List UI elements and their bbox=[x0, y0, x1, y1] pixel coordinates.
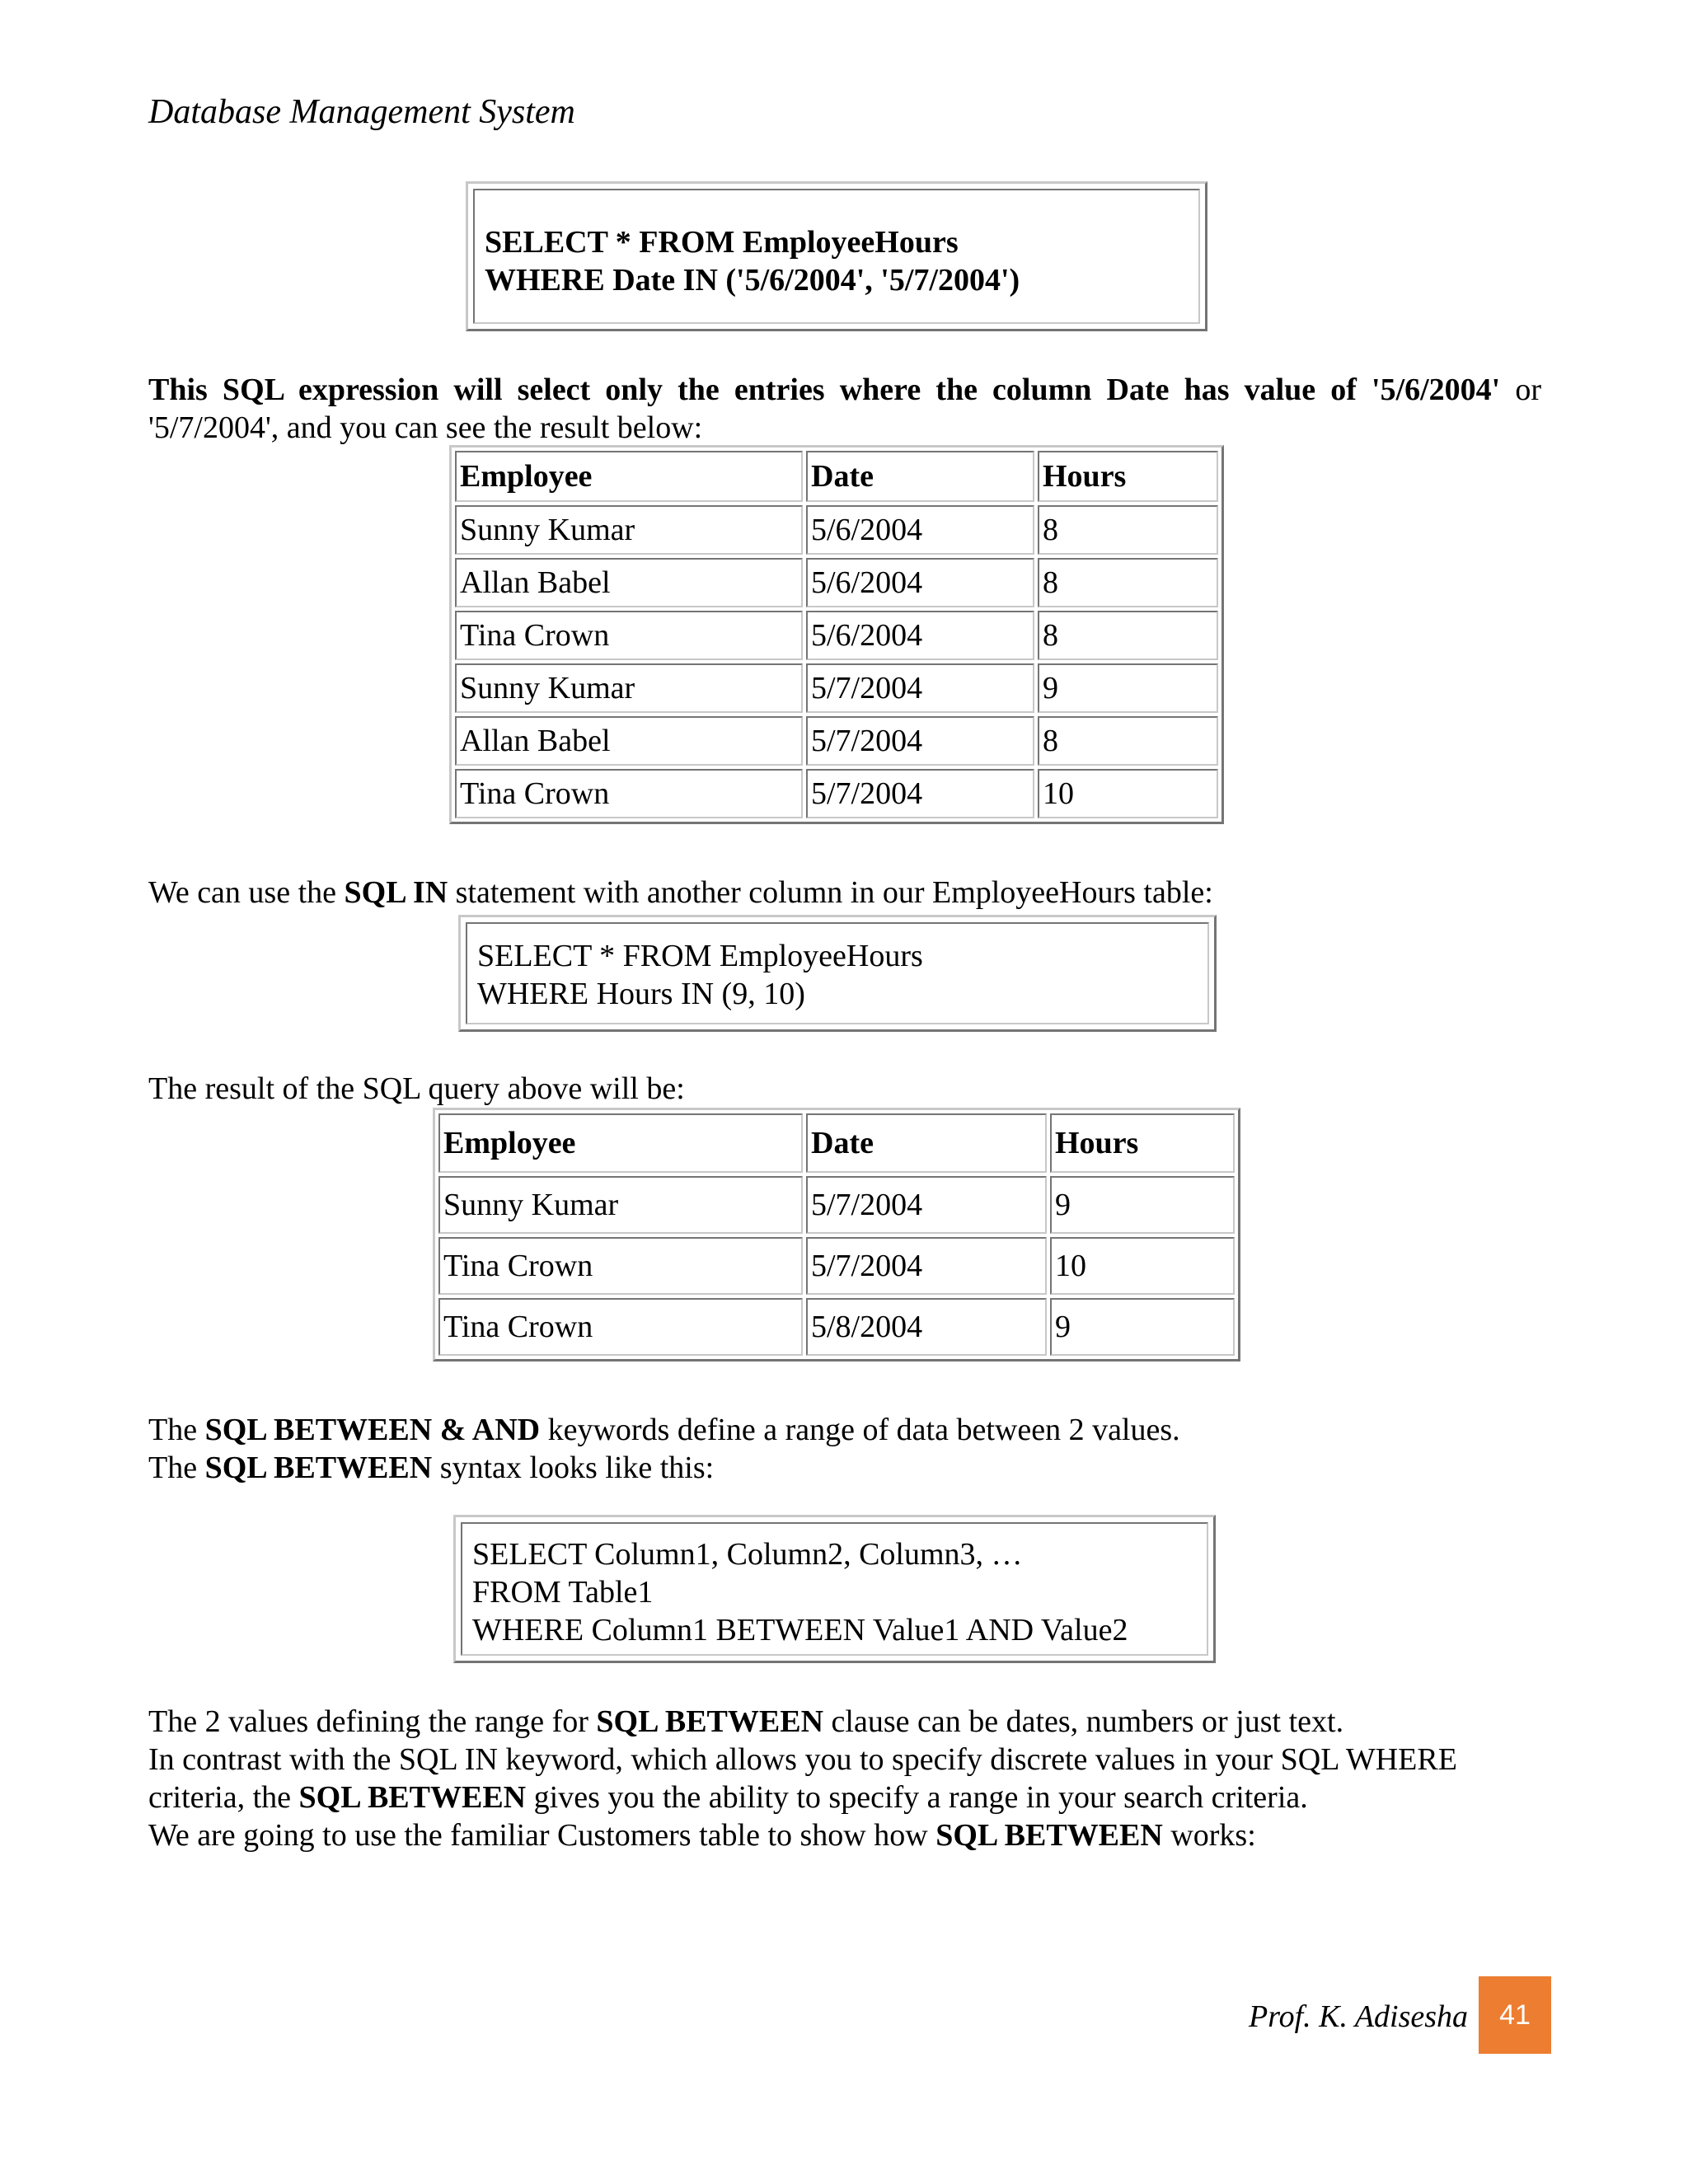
paragraph-2 bbox=[148, 874, 1541, 912]
table-cell: 5/6/2004 bbox=[806, 505, 1034, 555]
paragraph-text: or '5/7/2004', and you can see the result below: bbox=[148, 373, 1542, 445]
table-row bbox=[438, 1298, 1235, 1356]
paragraph-text: The bbox=[148, 1413, 205, 1447]
footer-author: Prof. K. Adisesha bbox=[1249, 1999, 1469, 2034]
table-row bbox=[455, 505, 1218, 555]
table-cell: 9 bbox=[1050, 1176, 1235, 1234]
code-line: WHERE Column1 BETWEEN Value1 AND Value2 bbox=[472, 1613, 1128, 1647]
paragraph-1 bbox=[148, 371, 1541, 447]
table-row bbox=[455, 769, 1218, 818]
paragraph-text: We are going to use the familiar Customers table to show how bbox=[148, 1818, 936, 1853]
sql-code-box-1 bbox=[466, 181, 1207, 331]
table-cell: 5/8/2004 bbox=[806, 1298, 1047, 1356]
result-table-1 bbox=[449, 445, 1224, 824]
table-cell: 5/7/2004 bbox=[806, 1237, 1047, 1295]
code-line: FROM Table1 bbox=[472, 1575, 654, 1610]
paragraph-bold-text: SQL IN bbox=[344, 875, 448, 910]
table-cell: 5/6/2004 bbox=[806, 558, 1034, 607]
paragraph-line bbox=[148, 1411, 1541, 1449]
table-cell: Sunny Kumar bbox=[438, 1176, 803, 1234]
paragraph-5 bbox=[148, 1703, 1541, 1854]
paragraph-text: keywords define a range of data between 2 values. bbox=[540, 1413, 1180, 1447]
paragraph-line: In contrast with the SQL IN keyword, which allows you to specify discrete values in your SQL WHERE bbox=[148, 1742, 1457, 1777]
table-cell: 8 bbox=[1038, 558, 1218, 607]
table-cell: 5/7/2004 bbox=[806, 663, 1034, 713]
table-cell: 8 bbox=[1038, 505, 1218, 555]
page-header: Database Management System bbox=[148, 93, 575, 131]
paragraph-text: The 2 values defining the range for bbox=[148, 1704, 597, 1739]
table-cell: Allan Babel bbox=[455, 716, 803, 766]
table-cell: Tina Crown bbox=[455, 611, 803, 660]
table-row bbox=[455, 558, 1218, 607]
table-cell: 5/7/2004 bbox=[806, 769, 1034, 818]
table-header-row bbox=[438, 1113, 1235, 1173]
code-line: WHERE Hours IN (9, 10) bbox=[477, 977, 805, 1011]
column-header: Hours bbox=[1038, 451, 1218, 502]
sql-code-box-2 bbox=[458, 915, 1217, 1032]
paragraph-line bbox=[148, 1816, 1541, 1854]
paragraph-bold-text: This SQL expression will select only the entries where the column Date has value of '5/6/2004' bbox=[148, 373, 1501, 407]
table-cell: Sunny Kumar bbox=[455, 663, 803, 713]
table-cell: 10 bbox=[1050, 1237, 1235, 1295]
sql-code-box-3 bbox=[453, 1515, 1216, 1663]
result-table-2 bbox=[433, 1108, 1240, 1361]
column-header: Employee bbox=[438, 1113, 803, 1173]
table-cell: Allan Babel bbox=[455, 558, 803, 607]
table-cell: Sunny Kumar bbox=[455, 505, 803, 555]
code-line: SELECT * FROM EmployeeHours bbox=[485, 225, 959, 260]
table-cell: 9 bbox=[1038, 663, 1218, 713]
paragraph-text: The result of the SQL query above will be: bbox=[148, 1071, 685, 1106]
paragraph-line bbox=[148, 1449, 1541, 1487]
table-cell: 5/6/2004 bbox=[806, 611, 1034, 660]
paragraph-line bbox=[148, 1703, 1541, 1741]
paragraph-bold-text: SQL BETWEEN bbox=[298, 1780, 527, 1815]
paragraph-text: syntax looks like this: bbox=[432, 1451, 715, 1485]
table-cell: 10 bbox=[1038, 769, 1218, 818]
code-line: SELECT Column1, Column2, Column3, … bbox=[472, 1537, 1023, 1572]
table-row bbox=[438, 1237, 1235, 1295]
table-cell: 5/7/2004 bbox=[806, 716, 1034, 766]
column-header: Date bbox=[806, 451, 1034, 502]
page-number-badge: 41 bbox=[1479, 1976, 1551, 2054]
paragraph-line bbox=[148, 1779, 1541, 1816]
column-header: Hours bbox=[1050, 1113, 1235, 1173]
paragraph-text: We can use the bbox=[148, 875, 345, 910]
paragraph-4 bbox=[148, 1411, 1541, 1487]
table-row bbox=[455, 611, 1218, 660]
table-cell: Tina Crown bbox=[438, 1237, 803, 1295]
paragraph-text: works: bbox=[1162, 1818, 1256, 1853]
paragraph-text: gives you the ability to specify a range in your search criteria. bbox=[526, 1780, 1308, 1815]
code-line: SELECT * FROM EmployeeHours bbox=[477, 939, 923, 973]
paragraph-bold-text: SQL BETWEEN bbox=[204, 1451, 433, 1485]
table-row bbox=[438, 1176, 1235, 1234]
table-cell: 8 bbox=[1038, 611, 1218, 660]
paragraph-text: criteria, the bbox=[148, 1780, 299, 1815]
table-row bbox=[455, 716, 1218, 766]
paragraph-text: statement with another column in our EmployeeHours table: bbox=[448, 875, 1213, 910]
table-cell: 5/7/2004 bbox=[806, 1176, 1047, 1234]
column-header: Employee bbox=[455, 451, 803, 502]
table-cell: Tina Crown bbox=[438, 1298, 803, 1356]
paragraph-3 bbox=[148, 1070, 1541, 1108]
table-row bbox=[455, 663, 1218, 713]
paragraph-bold-text: SQL BETWEEN & AND bbox=[204, 1413, 541, 1447]
column-header: Date bbox=[806, 1113, 1047, 1173]
paragraph-bold-text: SQL BETWEEN bbox=[596, 1704, 824, 1739]
paragraph-text: clause can be dates, numbers or just text. bbox=[823, 1704, 1344, 1739]
table-cell: Tina Crown bbox=[455, 769, 803, 818]
paragraph-text: The bbox=[148, 1451, 205, 1485]
paragraph-bold-text: SQL BETWEEN bbox=[935, 1818, 1163, 1853]
table-cell: 9 bbox=[1050, 1298, 1235, 1356]
code-line: WHERE Date IN ('5/6/2004', '5/7/2004') bbox=[485, 263, 1020, 298]
table-cell: 8 bbox=[1038, 716, 1218, 766]
table-header-row bbox=[455, 451, 1218, 502]
